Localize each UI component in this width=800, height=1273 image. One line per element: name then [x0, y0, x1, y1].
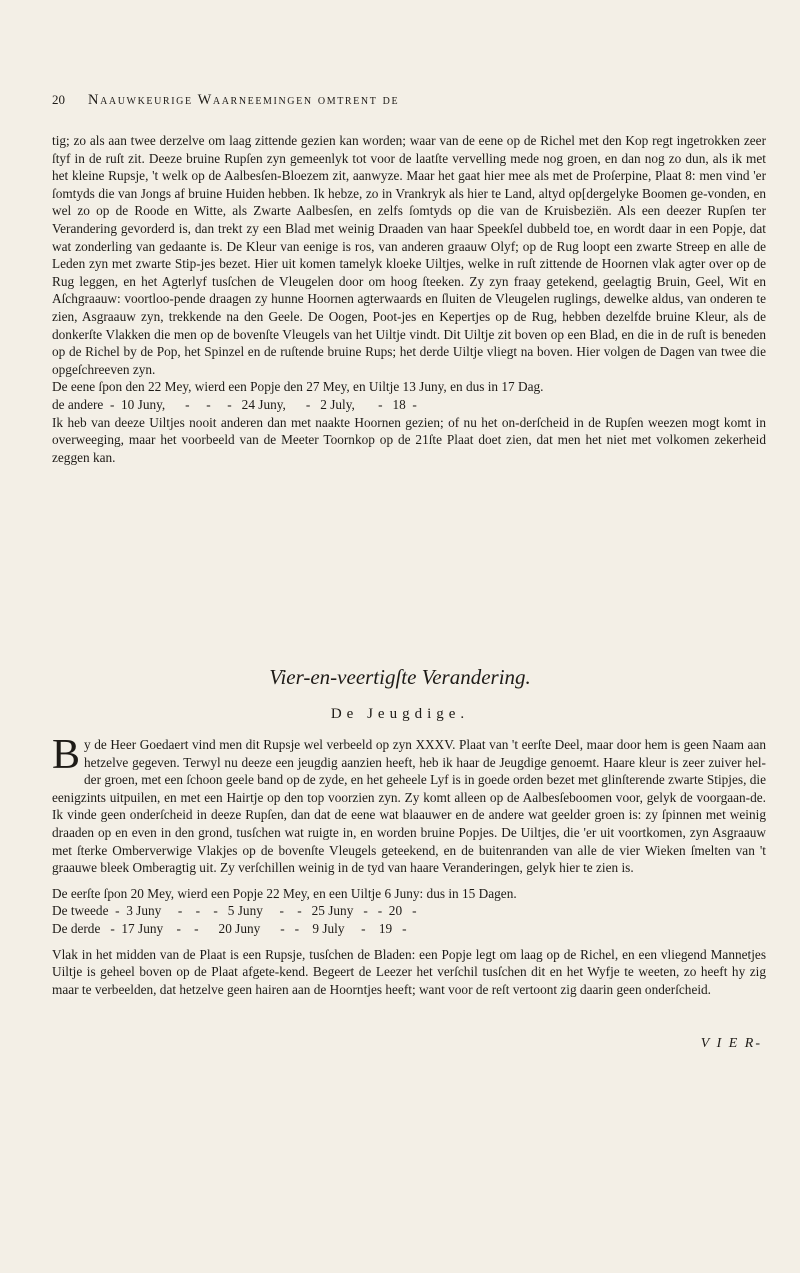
- drop-cap: B: [52, 732, 81, 778]
- page-number: 20: [52, 92, 65, 107]
- subsection-title: De Jeugdige.: [330, 706, 470, 722]
- paragraph-3: [52, 732, 766, 877]
- paragraph-1: tig; zo als aan twee derzelve om laag zittende gezien kan worden; waar van de eene op de Richel met den Kop regt ingetrokken zeer ſtyf in de ruſt zit. Deeze bruine Rupſen zyn gemeenlyk tot voor de laatſte vervelling mede nog groen, en dan nog zo dun, als ik met het kleine Rupsje, 't welk op de Aalbesſen-Bloezem zit, aanwyze. Maar het gaat hier mee als met de Proſerpine, Plaat 8: men vind 'er ſomtyds die van Jongs af bruine Huiden hebben. Ik hebze, zo in Vrankryk als hier te Land, altyd op[dergelyke Boomen ge-vonden, en wel zo op de Roode en Witte, als Zwarte Aalbesſen, en zelfs ſomtyds op die van de Kruisbeziën. Als een deezer Rupſen ter Verandering gevorderd is, dan trekt zy een Blad met weinig Draaden van haar Speekſel dubbeld toe, en wordt daar in een Popje, dat wat zonderling van gedaante is. De Kleur van eenige is ros, van anderen graauw Olyf; op de Rug loopt een zwarte Streep en alle de Leden zyn met zwarte Stip-jes bezet. Hier uit komen tamelyk kloeke Uiltjes, welke in ruſt zittende de Hoornen vlak agter over op de Rug leggen, en het Agterlyf tusſchen de Vleugelen door om hoog ſteeken. Zy zyn fraay getekend, geelagtig Bruin, Geel, Wit en Aſchgraauw: voortloo-pende draagen zy hunne Hoornen agterwaards en ſluiten de Vleugelen ruglings, dewelke aldus, van onderen te zien, Asgraauw zyn, trekkende na den Geele. De Oogen, Poot-jes en Kepertjes op de Rug, hebben dezelfde bruine Kleur, als de donkerſte Vlakken die men op de bovenſte Vleugels van het Uiltje vindt. Dit Uiltje zit boven op een Blad, en die in de ruſt is beneden op de Richel by de Pop, het Spinzel en de ruſtende bruine Rups; het derde Uiltje vliegt na boven. Hier volgen de Dagen van twee die opgeſchreeven zyn.: [52, 133, 766, 377]
- schedule-2-line-1: De eerſte ſpon 20 Mey, wierd een Popje 22 Mey, en een Uiltje 6 Juny: dus in 15 Dagen.: [52, 885, 517, 901]
- paragraph-3-text: y de Heer Goedaert vind men dit Rupsje wel verbeeld op zyn XXXV. Plaat van 't eerſte Deel, maar door hem is geen Naam aan hetzelve gegeven. Terwyl nu deeze een jeugdig aanzien heeft, heb ik haar de Jeugdige genoemt. Haare kleur is zeer zuiver hel-der groen, met een ſchoon geele band op de zyde, en het geheele Lyf is in goede orden bezet met glinſterende zwarte Stipjes, die eenigzints uitpuilen, en met een Hairtje op den top voorzien zyn. Zy komt alleen op de Aalbesſeboomen voor, gelyk de voorgaan-de. Ik vinde geen onderſcheid in deeze Rupſen, dan dat de eene wat blaauwer en de andere wat geelder groen is: zy ſpinnen met weinig draaden op en even in den grond, tusſchen wat ruigte in, en worden bruine Popjes. De Uiltjes, die 'er uit voortkomen, zyn Asgraauw met ſterke Omberverwige Vlakjes op de bovenſte Vleugels geteekend, en de buitenranden van alle de vier Wieken ſmelten van 't graauwe bleek Omberagtig uit. Zy verſchillen weinig in de tyd van haare Veranderingen, gelyk hier te zien is.: [52, 737, 766, 876]
- running-title: Naauwkeurige Waarneemingen omtrent de: [88, 92, 400, 108]
- catchword: V I E R-: [700, 1036, 762, 1051]
- paragraph-2: Ik heb van deeze Uiltjes nooit anderen dan met naakte Hoornen gezien; of nu het on-derſcheid in de Rupſen weezen mogt komt in overweeging, maar het voorbeeld van de Meeter Toornkop op de 21ſte Plaat doet zien, dat men het niet met volkomen zekerheid zeggen kan.: [52, 414, 766, 465]
- paragraph-4: Vlak in het midden van de Plaat is een Rupsje, tusſchen de Bladen: een Popje legt om laag op de Richel, en een vliegend Mannetjes Uiltje is geheel boven op de Plaat afgete-kend. Begeert de Leezer het verſchil tusſchen dit en het Wyfje te weeten, zo heeft hy zig maar te verbeelden, dat hetzelve geen hairen aan de Hoorntjes heeft; want voor de reſt vertoont zig daarin geen onderſcheid.: [52, 946, 766, 997]
- schedule-1-line-1: De eene ſpon den 22 Mey, wierd een Popje den 27 Mey, en Uiltje 13 Juny, en dus in 17 Dag.: [52, 379, 544, 395]
- body-lower: [52, 732, 766, 998]
- body-upper: [52, 132, 766, 466]
- schedule-1-line-2: de andere - 10 Juny, - - - 24 Juny, - 2 July, - 18 -: [52, 396, 417, 412]
- page-header: [52, 92, 762, 109]
- schedule-2-line-2: De tweede - 3 Juny - - - 5 Juny - - 25 Juny - - 20 -: [52, 903, 417, 919]
- schedule-2-line-3: De derde - 17 Juny - - 20 Juny - - 9 July - 19 -: [52, 920, 407, 936]
- section-title: Vier-en-veertigſte Verandering.: [269, 665, 531, 689]
